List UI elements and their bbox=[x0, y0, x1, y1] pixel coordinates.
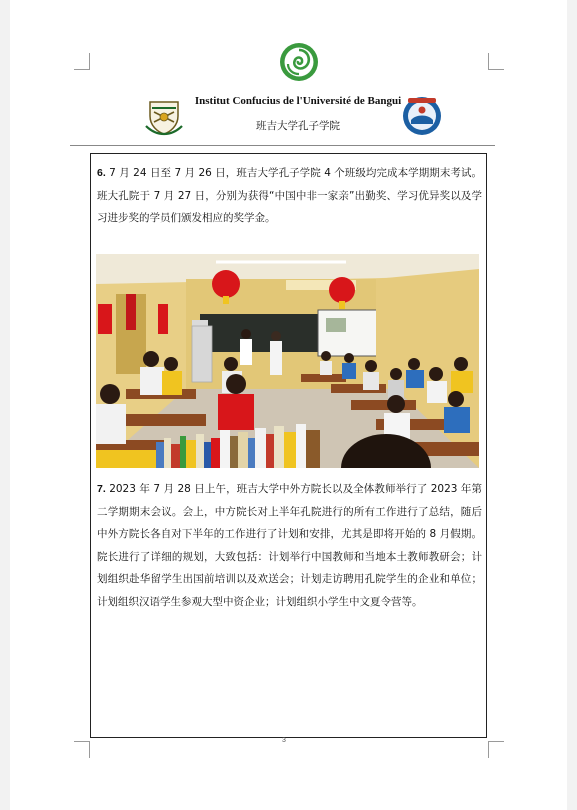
paragraph-7 bbox=[97, 478, 482, 613]
partner-university-logo bbox=[402, 96, 442, 136]
paragraph-text: 2023 年 7 月 28 日上午，班吉大学中外方院长以及全体教师举行了 2023 年第二学期期末会议。会上，中方院长对上半年孔院进行的所有工作进行了总结，随后中外方院长各自对下半年的工作进行了计划和安排，尤其是即将开始的 8 月假期。院长进行了详细的规划，大致包括：计划举行中国教师和当地本土教师教研会；计划组织赴华留学生出国前培训以及欢送会；计划走访聘用孔院学生的企业和单位；计划组织汉语学生参观大型中资企业；计划组织小学生中文夏令营等。 bbox=[97, 483, 482, 608]
crop-mark bbox=[74, 741, 90, 742]
classroom-exam-photo bbox=[96, 254, 479, 468]
confucius-institute-logo bbox=[279, 42, 319, 82]
header-divider bbox=[70, 145, 495, 146]
paragraph-number: 7. bbox=[97, 483, 106, 495]
crop-mark bbox=[488, 69, 504, 70]
paragraph-text: 7 月 24 日至 7 月 26 日，班吉大学孔子学院 4 个班级均完成本学期期末考试。班大孔院于 7 月 27 日，分别为获得“中国中非一家亲”出勤奖、学习优异奖以及学习进步奖的学员们颁发相应的奖学金。 bbox=[97, 167, 482, 224]
paragraph-6 bbox=[97, 162, 482, 230]
crop-mark bbox=[488, 741, 504, 742]
university-of-bangui-seal bbox=[144, 96, 184, 136]
institute-name: Institut Confucius de l'Université de Bangui bbox=[194, 95, 402, 107]
page-number: 3 bbox=[282, 737, 286, 744]
crop-mark bbox=[89, 53, 90, 70]
paragraph-number: 6. bbox=[97, 167, 106, 179]
crop-mark bbox=[488, 741, 489, 758]
crop-mark bbox=[89, 741, 90, 758]
crop-mark bbox=[74, 69, 90, 70]
institute-name-chinese: 班吉大学孔子学院 bbox=[256, 120, 340, 132]
crop-mark bbox=[488, 53, 489, 70]
